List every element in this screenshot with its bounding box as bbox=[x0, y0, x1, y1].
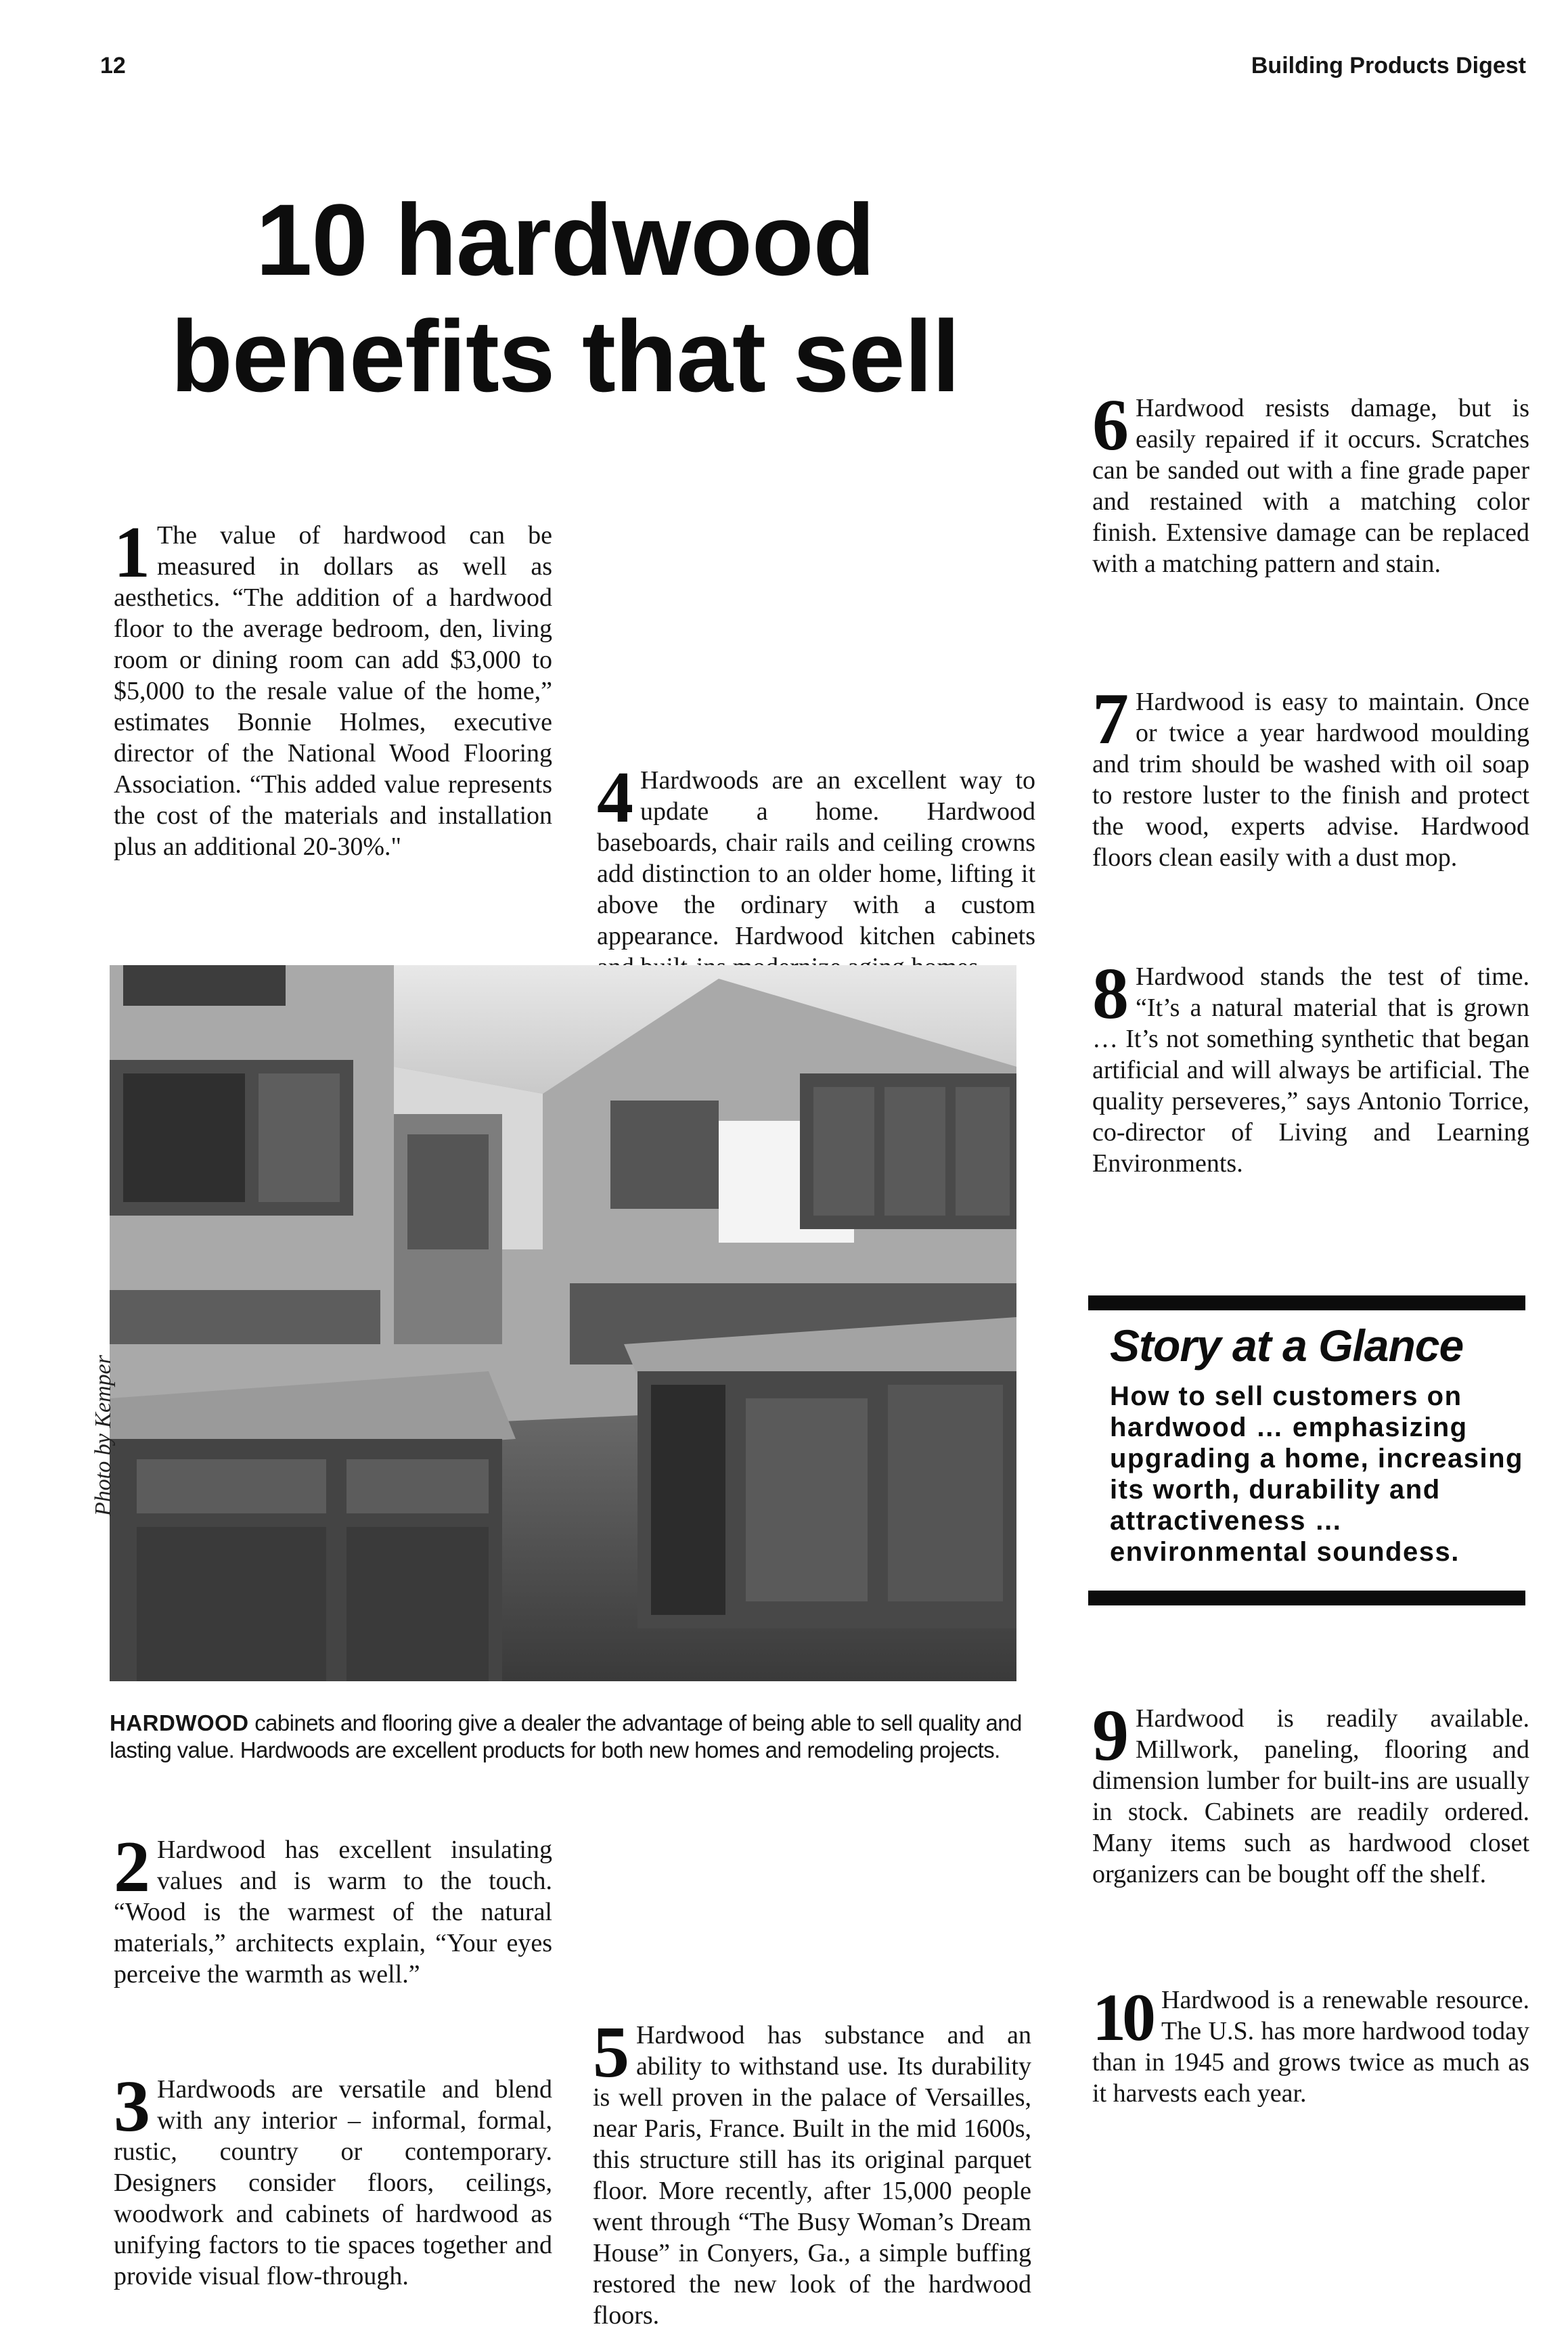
benefit-text: Hardwood resists damage, but is easily repaired if it occurs. Scratches can be sanded out with a fine grade paper and restained with a matching color finish. Extensive damage can be replaced with a matching pattern and stain. bbox=[1092, 394, 1529, 578]
photo-caption bbox=[110, 1710, 1030, 1764]
drop-number: 8 bbox=[1092, 954, 1129, 1034]
drop-number: 1 bbox=[114, 512, 150, 593]
drop-number: 7 bbox=[1092, 679, 1129, 759]
benefit-text: The value of hardwood can be measured in dollars as well as aesthetics. “The addition of a hardwood floor to the average bedroom, den, living room or dining room can add $3,000 to $5,000 to the resale value of the home,” estimates Bonnie Holmes, executive director of the National Wood Flooring Association. “This added value represents the cost of the materials and installation plus an additional 20-30%." bbox=[114, 521, 552, 861]
kitchen-illustration bbox=[110, 965, 1016, 1681]
benefit-text: Hardwood is a renewable resource. The U.S. has more hardwood today than in 1945 and grows twice as much as it harvests each year. bbox=[1092, 1986, 1529, 2108]
benefit-text: Hardwood has substance and an ability to withstand use. Its durability is well proven in the palace of Versailles, near Paris, France. Built in the mid 1600s, this structure still has its original parquet floor. More recently, after 15,000 people went through “The Busy Woman’s Dream House” in Conyers, Ga., a simple buffing restored the new look of the hardwood floors. bbox=[593, 2021, 1031, 2330]
benefit-8 bbox=[1092, 954, 1529, 1179]
drop-number: 2 bbox=[114, 1827, 150, 1907]
benefit-7 bbox=[1092, 679, 1529, 873]
headline bbox=[108, 181, 1022, 414]
benefit-2 bbox=[114, 1827, 552, 1990]
glance-top-rule bbox=[1088, 1295, 1525, 1310]
glance-body: How to sell customers on hardwood … emphasizing upgrading a home, increasing its worth, durability and attractiveness … environmental soundess. bbox=[1110, 1381, 1523, 1567]
headline-line-1: 10 hardwood bbox=[255, 183, 875, 296]
benefit-text: Hardwood is easy to maintain. Once or twice a year hardwood moulding and trim should be washed with oil soap to restore luster to the finish and protect the wood, experts advise. Hardwood floors clean easily with a dust mop. bbox=[1092, 688, 1529, 872]
caption-text: cabinets and flooring give a dealer the advantage of being able to sell quality and lasting value. Hardwoods are excellent products for both new homes and remodeling projects. bbox=[110, 1710, 1022, 1762]
publication-name: Building Products Digest bbox=[1251, 53, 1526, 79]
benefit-text: Hardwood is readily available. Millwork, paneling, flooring and dimension lumber for built-ins are usually in stock. Cabinets are readily ordered. Many items such as hardwood closet organizers can be bought off the shelf. bbox=[1092, 1704, 1529, 1888]
benefit-9 bbox=[1092, 1695, 1529, 1890]
drop-number: 9 bbox=[1092, 1695, 1129, 1776]
benefit-5 bbox=[593, 2012, 1031, 2330]
benefit-1 bbox=[114, 512, 552, 862]
benefit-4 bbox=[597, 757, 1035, 983]
drop-number: 10 bbox=[1092, 1980, 1152, 2055]
drop-number: 3 bbox=[114, 2066, 150, 2147]
benefit-text: Hardwood has excellent insulating values and is warm to the touch. “Wood is the warmest of the natural materials,” architects explain, “Your eyes perceive the warmth as well.” bbox=[114, 1836, 552, 1989]
benefit-text: Hardwoods are an excellent way to update a home. Hardwood baseboards, chair rails and ceiling crowns add distinction to an older home, lifting it above the ordinary with a custom appearance. Hardwood kitchen cabinets bbox=[597, 766, 1035, 950]
benefit-text: Hardwood stands the test of time. “It’s a natural material that is grown … It’s not something synthetic that began artificial and will always be artificial. The quality perseveres,” says Antonio Torrice, co-director of Living and Learning Environments. bbox=[1092, 962, 1529, 1178]
headline-line-2: benefits that sell bbox=[171, 299, 960, 413]
drop-number: 5 bbox=[593, 2012, 629, 2093]
glance-bottom-rule bbox=[1088, 1591, 1525, 1605]
glance-title: Story at a Glance bbox=[1110, 1320, 1464, 1371]
caption-lead: HARDWOOD bbox=[110, 1710, 249, 1735]
drop-number: 4 bbox=[597, 757, 633, 838]
drop-number: 6 bbox=[1092, 385, 1129, 466]
kitchen-photo bbox=[110, 965, 1016, 1681]
page-number: 12 bbox=[100, 53, 126, 79]
benefit-10 bbox=[1092, 1980, 1529, 2109]
photo-credit: Photo by Kemper bbox=[91, 1355, 116, 1516]
benefit-3 bbox=[114, 2066, 552, 2290]
benefit-text: Hardwoods are versatile and blend with any interior – informal, formal, rustic, country or contemporary. Designers consider floors, ceilings, woodwork and cabinets of hardwood as unifying factors to tie spaces together and provide visual flow-through. bbox=[114, 2075, 552, 2290]
benefit-6 bbox=[1092, 385, 1529, 579]
